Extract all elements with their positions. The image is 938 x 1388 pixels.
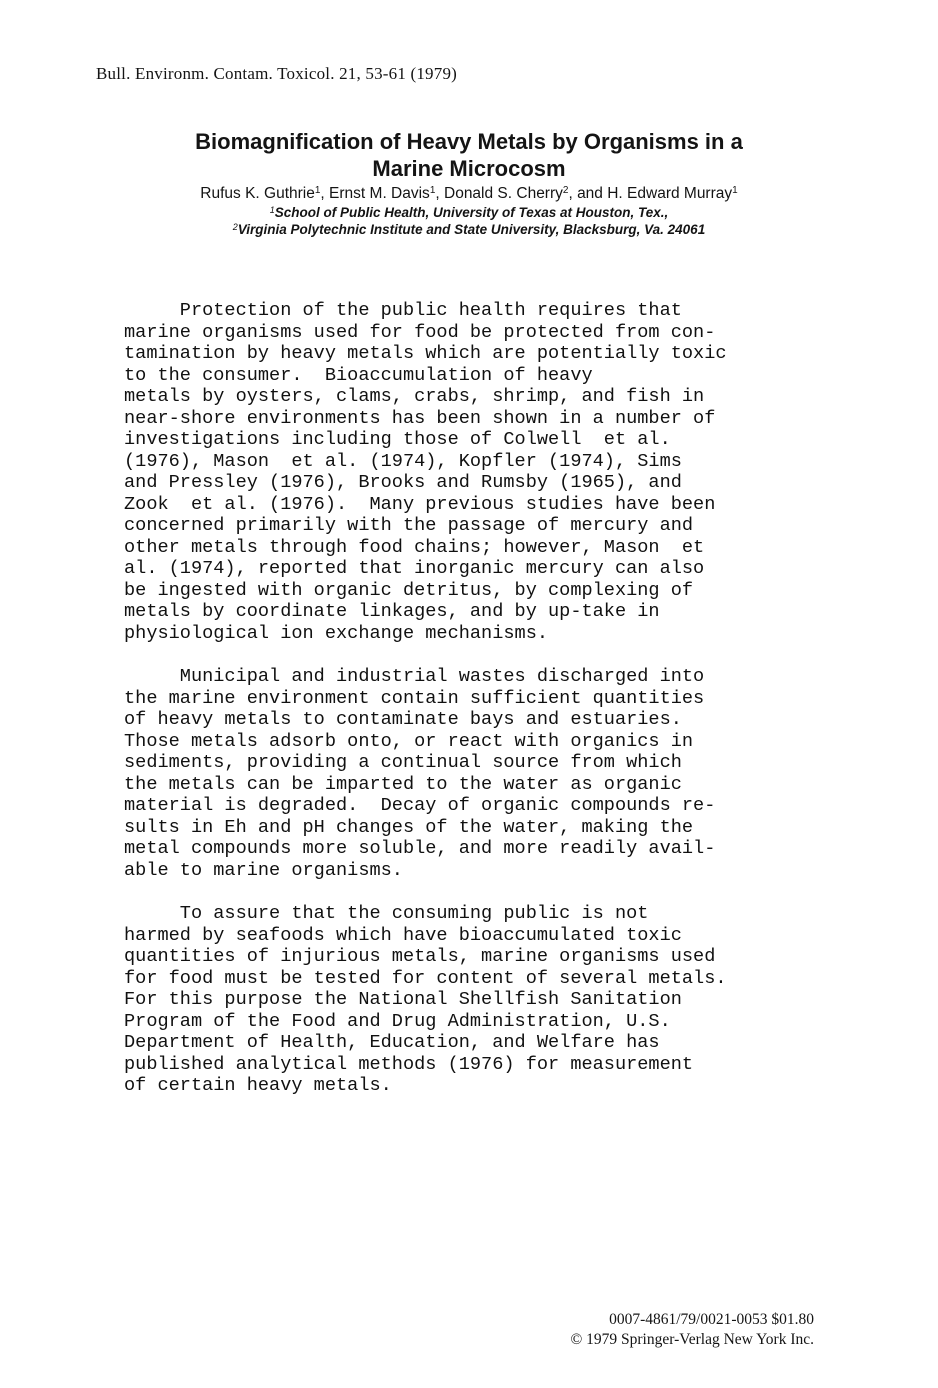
author-affiliation-mark: 2 — [562, 185, 569, 196]
author-affiliation-mark: 1 — [429, 185, 436, 196]
paragraph-line: metals by coordinate linkages, and by up-take in — [124, 601, 660, 622]
paragraph-line: tamination by heavy metals which are potentially toxic — [124, 343, 727, 364]
paragraph-line: al. (1974), reported that inorganic mercury can also — [124, 558, 705, 579]
paragraph-line: published analytical methods (1976) for measurement — [124, 1053, 694, 1075]
author-name: Ernst M. Davis — [329, 185, 430, 202]
author-separator: , and — [568, 185, 608, 202]
paragraph-line: to the consumer. Bioaccumulation of heavy — [124, 364, 593, 386]
affiliation — [100, 221, 838, 238]
affiliation — [100, 204, 838, 221]
author-name: Rufus K. Guthrie — [200, 185, 315, 202]
paragraph-line: material is degraded. Decay of organic compounds re- — [124, 795, 716, 816]
paragraph-line: the marine environment contain sufficient quantities — [124, 687, 705, 709]
paragraph-line: metal compounds more soluble, and more readily avail- — [124, 838, 716, 859]
paragraph-line: Those metals adsorb onto, or react with organics in — [124, 730, 694, 752]
author-list — [100, 184, 838, 204]
paragraph-line: quantities of injurious metals, marine organisms used — [124, 946, 716, 967]
affiliation-text: Virginia Polytechnic Institute and State University, Blacksburg, Va. 24061 — [237, 222, 706, 237]
paragraph-line: Protection of the public health requires that — [124, 300, 682, 321]
body-text — [124, 300, 844, 1119]
paragraph-line: Zook et al. (1976). Many previous studies have been — [124, 493, 716, 515]
paragraph — [124, 666, 844, 881]
article-code: 0007-4861/79/0021-0053 $01.80 — [609, 1311, 814, 1328]
paragraph-line: sediments, providing a continual source from which — [124, 752, 682, 773]
paragraph-line: near-shore environments has been shown in a number of — [124, 407, 716, 429]
paragraph-line: For this purpose the National Shellfish Sanitation — [124, 989, 682, 1010]
paragraph — [124, 300, 844, 644]
paragraph-line: (1976), Mason et al. (1974), Kopfler (1974), Sims — [124, 450, 682, 472]
paragraph-line: marine organisms used for food be protected from con- — [124, 321, 716, 343]
paragraph-line: of heavy metals to contaminate bays and estuaries. — [124, 709, 682, 730]
title-block — [100, 128, 838, 238]
author-affiliation-mark: 1 — [314, 185, 321, 196]
affiliation-mark: 2 — [232, 222, 238, 232]
article-title — [100, 128, 838, 182]
paragraph-line: metals by oysters, clams, crabs, shrimp, and fish in — [124, 386, 705, 407]
author-separator: , — [320, 185, 330, 202]
author-name: H. Edward Murray — [607, 185, 733, 202]
journal-reference: Bull. Environm. Contam. Toxicol. 21, 53-61 (1979) — [96, 64, 458, 83]
paragraph-line: the metals can be imparted to the water as organic — [124, 773, 682, 795]
author-name: Donald S. Cherry — [444, 185, 563, 202]
author-affiliation-mark: 1 — [732, 185, 738, 196]
paragraph-line: To assure that the consuming public is not — [124, 903, 649, 924]
paragraph-line: and Pressley (1976), Brooks and Rumsby (1965), and — [124, 472, 682, 493]
paragraph-line: concerned primarily with the passage of mercury and — [124, 515, 694, 536]
article-title-line: Biomagnification of Heavy Metals by Organisms in a — [195, 129, 743, 154]
paragraph-line: of certain heavy metals. — [124, 1075, 392, 1096]
author-separator: , — [435, 185, 444, 202]
paragraph-line: physiological ion exchange mechanisms. — [124, 622, 549, 644]
paragraph-line: other metals through food chains; however, Mason et — [124, 536, 705, 558]
paragraph — [124, 903, 844, 1097]
affiliation-mark: 1 — [269, 205, 275, 215]
paragraph-line: able to marine organisms. — [124, 859, 403, 881]
paragraph-line: sults in Eh and pH changes of the water, making the — [124, 816, 694, 838]
paragraph-line: investigations including those of Colwell et al. — [124, 429, 671, 450]
affiliation-text: School of Public Health, University of Texas at Houston, Tex., — [274, 205, 669, 220]
paragraph-line: Municipal and industrial wastes discharged into — [124, 666, 705, 687]
paragraph-line: Program of the Food and Drug Administration, U.S. — [124, 1010, 671, 1032]
copyright-notice: © 1979 Springer-Verlag New York Inc. — [570, 1331, 814, 1348]
paragraph-line: harmed by seafoods which have bioaccumulated toxic — [124, 924, 682, 946]
paragraph-line: for food must be tested for content of several metals. — [124, 967, 727, 989]
footer — [571, 1310, 815, 1350]
paragraph-line: be ingested with organic detritus, by complexing of — [124, 579, 694, 601]
paragraph-line: Department of Health, Education, and Welfare has — [124, 1032, 660, 1053]
article-title-line: Marine Microcosm — [372, 156, 566, 181]
